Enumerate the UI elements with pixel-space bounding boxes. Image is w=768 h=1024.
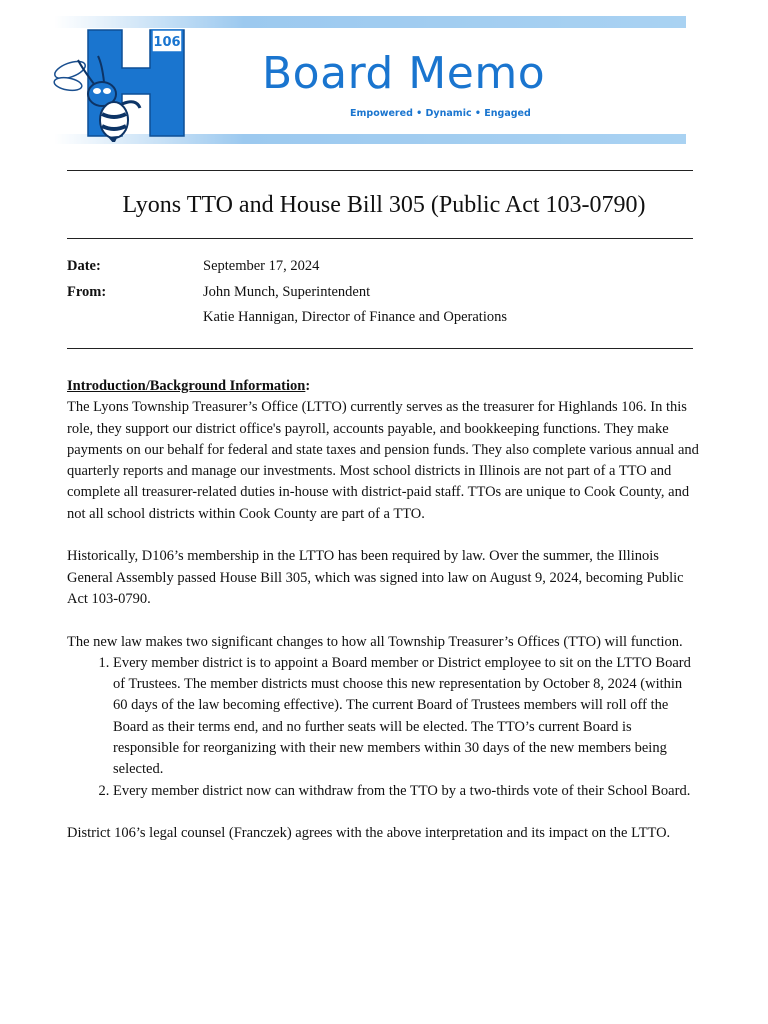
list-item: 1. Every member district is to appoint a Board member or District employee to sit on the LTTO Board of Trustees. The member districts must choose this new representation by October 8, 2024 (within 60 days of the law becoming effective). The current Board of Trustees members will roll off the Board as their terms end, and no further seats will be elected. The TTO’s current Board is responsible for reorganizing with their new members within 30 days of the new members being selected. bbox=[113, 653, 699, 781]
date-label: Date: bbox=[67, 258, 101, 274]
changes-list bbox=[67, 653, 699, 802]
section-heading-colon: : bbox=[305, 378, 311, 394]
paragraph: The new law makes two significant changes to how all Township Treasurer’s Offices (TTO) will function. bbox=[67, 633, 683, 650]
paragraph: District 106’s legal counsel (Franczek) agrees with the above interpretation and its impact on the LTTO. bbox=[67, 825, 671, 842]
paragraph: The Lyons Township Treasurer’s Office (LTTO) currently serves as the treasurer for Highlands 106. In this role, they support our district office's payroll, accounts payable, and bookkeeping functions. They make payments on our behalf for federal and state taxes and pension funds. They also complete various annual and quarterly reports and manage our investments. Most school districts in Illinois are not part of a TTO and complete all treasurer-related duties in-house with district-paid staff. TTOs are unique to Cook County, and not all school districts within Cook County are part of a TTO. bbox=[67, 399, 699, 522]
document-title: Lyons TTO and House Bill 305 (Public Act 103-0790) bbox=[122, 192, 646, 218]
memo-body bbox=[67, 376, 699, 866]
svg-text:106: 106 bbox=[153, 35, 181, 50]
divider-rule bbox=[67, 170, 693, 171]
date-value: September 17, 2024 bbox=[203, 258, 320, 274]
from-value-superintendent: John Munch, Superintendent bbox=[203, 284, 371, 300]
paragraph: Historically, D106’s membership in the LTTO has been required by law. Over the summer, the Illinois General Assembly passed House Bill 305, which was signed into law on August 9, 2024, becoming Public Act 103-0790. bbox=[67, 548, 684, 607]
list-item: 2. Every member district now can withdraw from the TTO by a two-thirds vote of their School Board. bbox=[113, 781, 699, 802]
highlands-hornet-logo-icon bbox=[52, 24, 202, 142]
memo-header bbox=[0, 0, 768, 150]
from-label: From: bbox=[67, 284, 107, 300]
section-heading: Introduction/Background Information bbox=[67, 378, 306, 394]
divider-rule bbox=[67, 348, 693, 349]
divider-rule bbox=[67, 238, 693, 239]
memo-title: Board Memo bbox=[262, 48, 546, 99]
from-value-director: Katie Hannigan, Director of Finance and Operations bbox=[203, 309, 507, 325]
tagline: Empowered • Dynamic • Engaged bbox=[350, 108, 531, 119]
section-heading-line bbox=[67, 376, 699, 397]
